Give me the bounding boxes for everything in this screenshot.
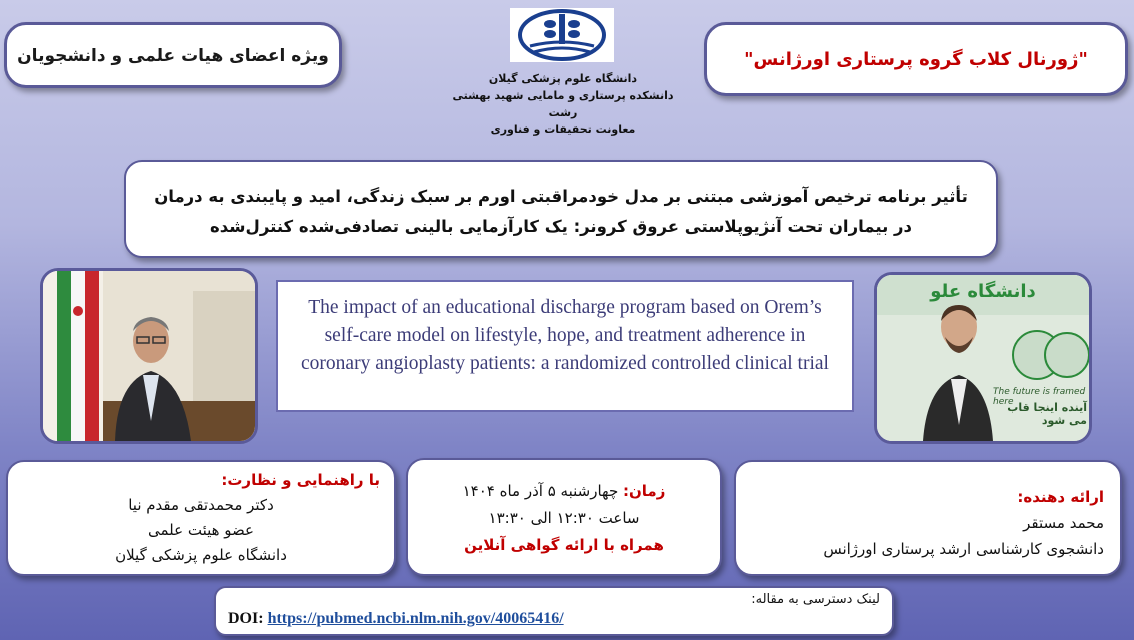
schedule-box bbox=[406, 458, 722, 576]
english-title-text: The impact of an educational discharge program based on Orem’s self-care model on lifestyle, hope, and treatment adherence in coronary angioplasty patients: a randomized controlled clinical trial bbox=[301, 297, 829, 374]
persian-title-line1: تأثیر برنامه ترخیص آموزشی مبتنی بر مدل خودمراقبتی اورم بر سبک زندگی، امید و پایبندی به درمان bbox=[154, 187, 968, 206]
schedule-label: زمان: bbox=[623, 482, 666, 500]
university-logo bbox=[510, 8, 614, 62]
supervisor-box bbox=[6, 460, 396, 576]
english-title-box bbox=[276, 280, 854, 412]
supervisor-role: عضو هیئت علمی bbox=[147, 521, 255, 539]
schedule-time: ساعت ۱۲:۳۰ الی ۱۳:۳۰ bbox=[488, 509, 640, 527]
doi-label: لینک دسترسی به مقاله: bbox=[751, 592, 880, 607]
series-title-badge bbox=[704, 22, 1128, 96]
supervisor-affiliation: دانشگاه علوم پزشکی گیلان bbox=[115, 546, 287, 564]
supervisor-heading: با راهنمایی و نظارت: bbox=[221, 471, 380, 489]
doi-line bbox=[228, 610, 564, 628]
presenter-photo bbox=[874, 272, 1092, 444]
presenter-name: محمد مستقر bbox=[1023, 514, 1104, 532]
university-line1: دانشگاه علوم پزشکی گیلان bbox=[488, 72, 638, 85]
supervisor-photo bbox=[40, 268, 258, 444]
persian-title-box bbox=[124, 160, 998, 258]
schedule-date-line bbox=[420, 478, 708, 505]
university-info bbox=[446, 70, 680, 138]
audience-badge bbox=[4, 22, 342, 88]
presenter-photo-slogan2: آینده اینجا قاب می شود bbox=[1007, 401, 1087, 427]
doi-box bbox=[214, 586, 894, 636]
presenter-photo-slogan1: The future is framed here bbox=[993, 387, 1086, 407]
audience-text: ویژه اعضای هیات علمی و دانشجویان bbox=[17, 46, 329, 66]
presenter-photo-banner: دانشگاه علو bbox=[930, 281, 1036, 302]
university-line3: معاونت تحقیقات و فناوری bbox=[490, 123, 636, 136]
university-logo-icon bbox=[510, 8, 614, 62]
persian-title-line2: در بیماران تحت آنژیوپلاستی عروق کرونر: یک کارآزمایی بالینی تصادفی‌شده کنترل‌شده bbox=[210, 217, 912, 236]
doi-link[interactable]: https://pubmed.ncbi.nlm.nih.gov/40065416/ bbox=[267, 610, 564, 627]
supervisor-name: دکتر محمدتقی مقدم نیا bbox=[128, 496, 274, 514]
series-title-text: "ژورنال کلاب گروه پرستاری اورژانس" bbox=[744, 49, 1088, 70]
schedule-date: چهارشنبه ۵ آذر ماه ۱۴۰۴ bbox=[462, 482, 619, 500]
schedule-note: همراه با ارائه گواهی آنلاین bbox=[464, 536, 664, 554]
presenter-role: دانشجوی کارشناسی ارشد پرستاری اورژانس bbox=[823, 540, 1104, 558]
supervisor-photo-image bbox=[43, 271, 255, 441]
doi-prefix: DOI: bbox=[228, 610, 264, 627]
presenter-box bbox=[734, 460, 1122, 576]
presenter-heading: ارائه دهنده: bbox=[1017, 488, 1104, 506]
university-line2: دانشکده پرستاری و مامایی شهید بهشتی رشت bbox=[452, 89, 674, 119]
